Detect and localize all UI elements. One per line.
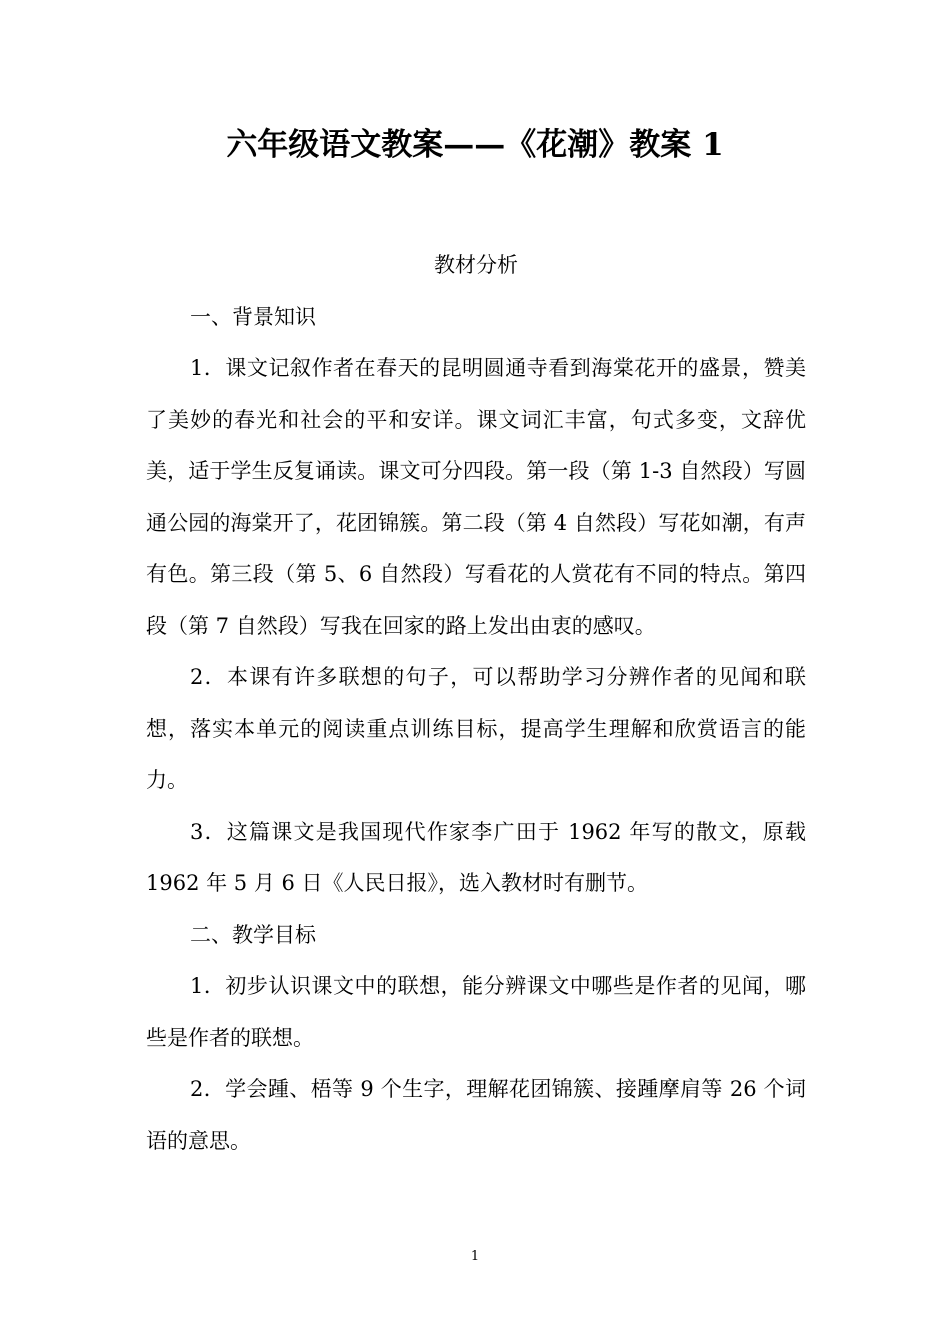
paragraph-1: 1．课文记叙作者在春天的昆明圆通寺看到海棠花开的盛景，赞美了美妙的春光和社会的平和安详。课文词汇丰富，句式多变，文辞优美，适于学生反复诵读。课文可分四段。第一段（第 1-3 自然段）写圆通公园的海棠开了，花团锦簇。第二段（第 4 自然段）写花如潮，有声有色。第三段（第 5、6 自然段）写看花的人赏花有不同的特点。第四段（第 7 自然段）写我在回家的路上发出由衷的感叹。	[146, 356, 806, 638]
subheading-objectives: 二、教学目标	[190, 922, 316, 947]
section-heading: 教材分析	[434, 253, 518, 277]
paragraph-objective-1: 1．初步认识课文中的联想，能分辨课文中哪些是作者的见闻，哪些是作者的联想。	[146, 974, 806, 1050]
page-title: 六年级语文教案——《花潮》教案 1	[226, 127, 724, 163]
paragraph-3: 3．这篇课文是我国现代作家李广田于 1962 年写的散文，原载 1962 年 5 月 6 日《人民日报》，选入教材时有删节。	[146, 819, 806, 895]
subheading-background: 一、背景知识	[190, 304, 316, 329]
page-number: 1	[470, 1249, 480, 1264]
document-body	[146, 240, 806, 1167]
paragraph-objective-2: 2．学会踵、梧等 9 个生字，理解花团锦簇、接踵摩肩等 26 个词语的意思。	[146, 1077, 806, 1153]
paragraph-2: 2．本课有许多联想的句子，可以帮助学习分辨作者的见闻和联想，落实本单元的阅读重点训练目标，提高学生理解和欣赏语言的能力。	[146, 665, 806, 792]
